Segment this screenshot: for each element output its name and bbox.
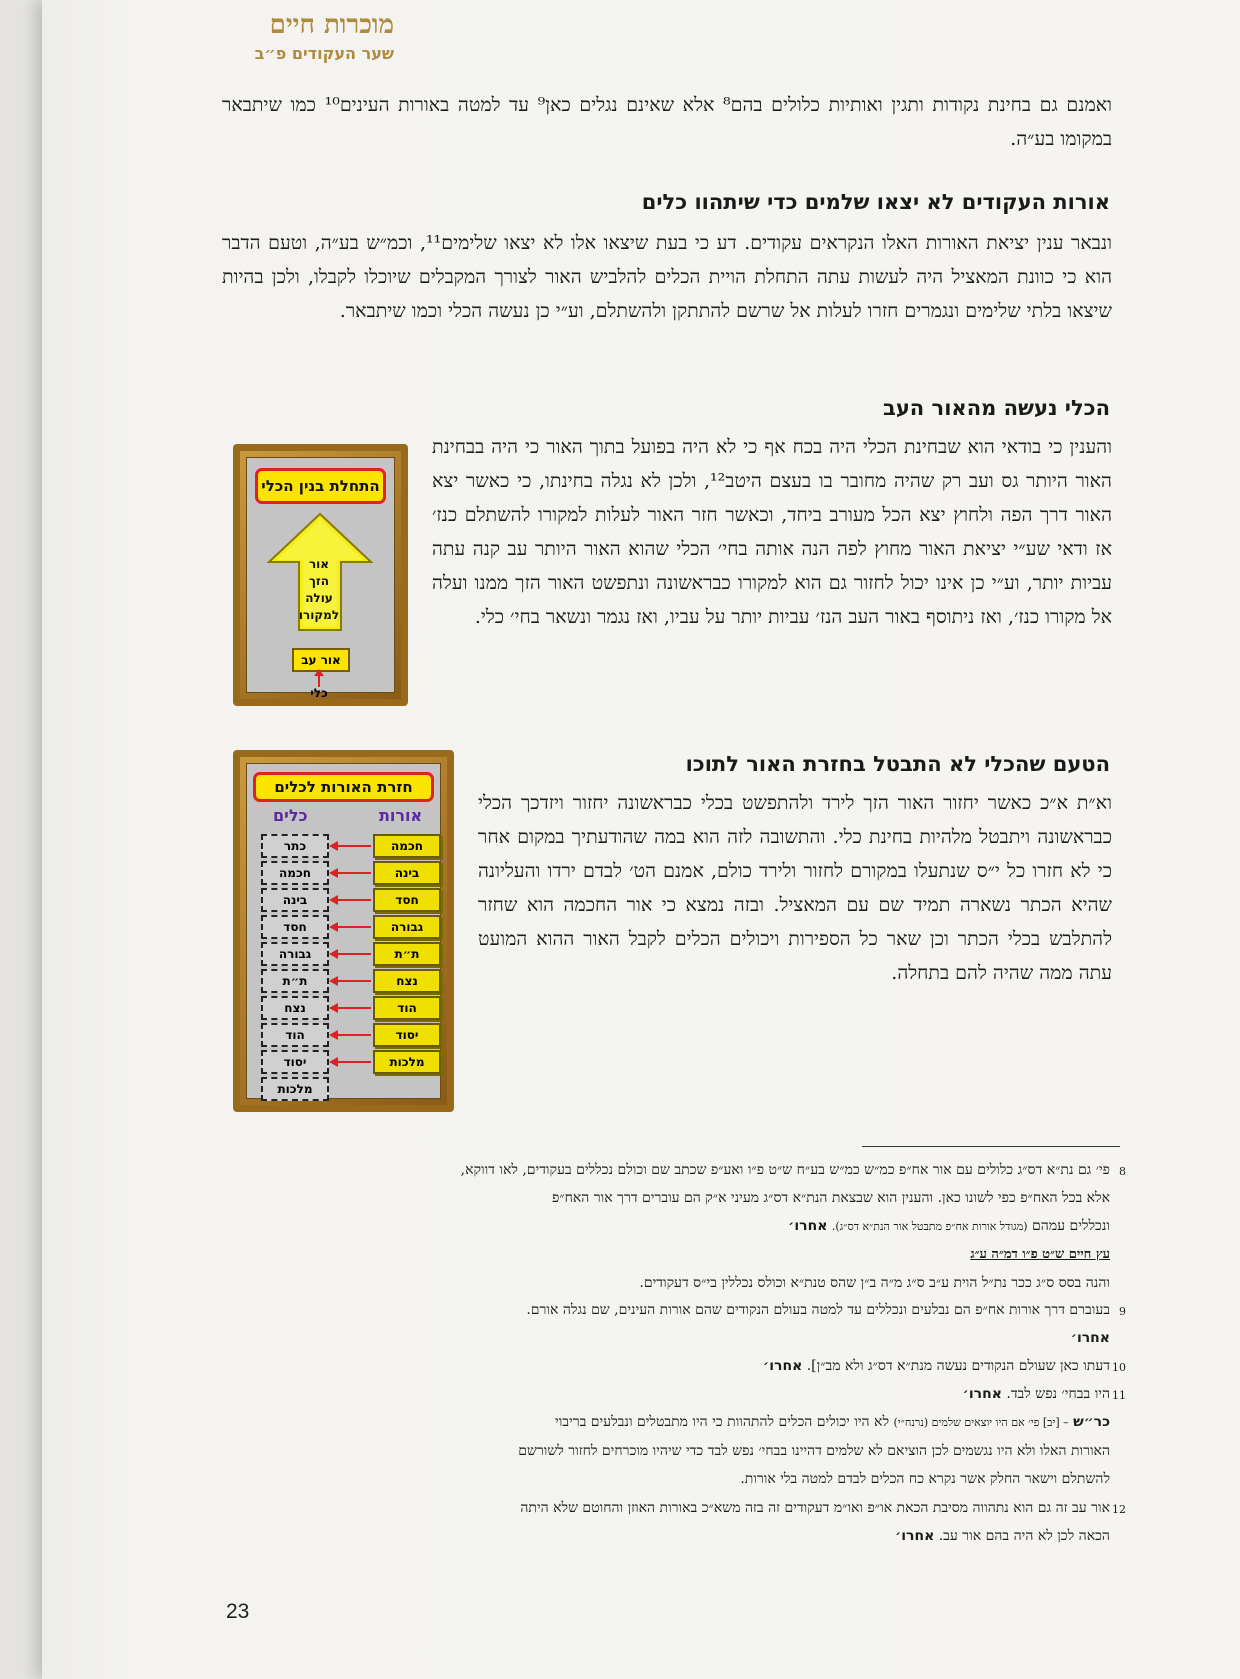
footnote-signature: אחרו׳ xyxy=(788,1218,828,1234)
diagram-panel xyxy=(246,763,441,1099)
footnote-small-note: (מגודל אורות אח״פ מתבטל אור הנת״א דס״ג). xyxy=(831,1220,1028,1233)
vessel-box: הוד xyxy=(261,1023,329,1047)
thick-light-box: אור עב xyxy=(292,648,350,672)
vessel-box: חסד xyxy=(261,915,329,939)
vessel-box: נצח xyxy=(261,996,329,1020)
vessel-box: חכמה xyxy=(261,861,329,885)
footnote-10 xyxy=(222,1352,1126,1380)
left-arrow-icon xyxy=(329,1030,371,1040)
left-arrow-icon xyxy=(329,976,371,986)
footnote-line xyxy=(222,1324,1110,1352)
section1-heading: אורות העקודים לא יצאו שלמים כדי שיתהוו כלים xyxy=(641,190,1110,214)
footnote-number: 10 xyxy=(1112,1361,1126,1374)
arrow-label-line: למקורו xyxy=(298,608,340,622)
diagram-title: חזרת האורות לכלים xyxy=(253,772,434,802)
footnote-number: 11 xyxy=(1112,1389,1126,1402)
footnote-line: פי׳ גם נת״א דס״ג כלולים עם אור אח״פ כמ״ש כמ״ש בע״ח ש״ט פ״ו ואע״פ שכתב שם וכולם נכללים בעקודים, לאו דווקא, xyxy=(460,1162,1110,1178)
footnote-signature: אחרו׳ xyxy=(962,1386,1002,1402)
vessel-label: כלי xyxy=(310,686,328,700)
arrow-label xyxy=(289,556,349,624)
footnote-line: בעוברם דרך אורות אח״פ הם נבלעים ונכללים עד למטה בעולם הנקודים שהם אורות העינים, שם נגלה אורם. xyxy=(526,1302,1110,1318)
vessel-box: ת״ת xyxy=(261,969,329,993)
footnote-line xyxy=(222,1408,1110,1437)
footnote-line xyxy=(222,1352,1110,1380)
light-box: בינה xyxy=(373,861,441,885)
book-title: מוכרות חיים xyxy=(269,10,394,40)
page-number: 23 xyxy=(226,1600,250,1623)
footnote-divider xyxy=(862,1146,1120,1147)
footnote-8 xyxy=(222,1156,1126,1297)
light-box: יסוד xyxy=(373,1023,441,1047)
section2-paragraph: והענין כי בודאי הוא שבחינת הכלי היה בכח אף כי לא היה בפועל בתוך האור כי היה בבחינת האור היותר גס ועב רק שהיה מחובר בו בעצם היטב¹², ולכן לא נגלה בחינתו, כי כאשר יצא האור דרך הפה ולחוץ יצא הכל מעורב ביחד, וכאשר חזר האור לעלות למקורו להשתלם כנז׳ אז ודאי שע״י יציאת האור מחוץ לפה הנה אותה בחי׳ הכלי שהוא האור היותר עב קנה עתה עביות יותר, וע״י כן אינו יכול לחזור גם הוא למקורו כבראשונה ונתפשט האור הזך ממנו ועלה אל מקורו כנז׳, ואז ניתוסף באור העב הנז׳ עביות יותר על עביו, ואז נגמר ונשאר בחי׳ כלי. xyxy=(432,436,1112,628)
footnote-signature: אחרו׳ xyxy=(895,1528,935,1544)
left-arrow-icon xyxy=(329,895,371,905)
vessel-box: יסוד xyxy=(261,1050,329,1074)
footnote-signature: אחרו׳ xyxy=(763,1358,803,1374)
column-header-vessels: כלים xyxy=(273,806,308,825)
left-arrow-icon xyxy=(329,1003,371,1013)
light-box: חסד xyxy=(373,888,441,912)
diagram-title: התחלת בנין הכלי xyxy=(255,468,386,504)
section2-heading: הכלי נעשה מהאור העב xyxy=(883,396,1110,420)
footnote-small-note: – [יב] פי׳ אם היו יוצאים שלמים (נרנח״י) xyxy=(893,1416,1069,1429)
footnote-line xyxy=(222,1522,1110,1550)
footnote-text: הכאה לכן לא היה בהם אור עב. xyxy=(938,1528,1110,1544)
vessel-box: בינה xyxy=(261,888,329,912)
footnote-9 xyxy=(222,1296,1126,1352)
arrow-label-line: אור xyxy=(308,557,330,571)
arrow-label-line: עולה xyxy=(305,591,333,605)
light-box: נצח xyxy=(373,969,441,993)
left-arrow-icon xyxy=(329,841,371,851)
footnote-line: אלא בכל האח״פ כפי לשונו כאן. והענין הוא שבצאת הנת״א דס״ג מעיני א״ק הם עוברים דרך אור האח״פ xyxy=(551,1190,1110,1206)
left-arrow-icon xyxy=(329,922,371,932)
book-page xyxy=(42,0,1240,1679)
vessel-box: כתר xyxy=(261,834,329,858)
light-box: ת״ת xyxy=(373,942,441,966)
footnote-11 xyxy=(222,1380,1126,1493)
footnote-signature: אחרו׳ xyxy=(1070,1330,1110,1346)
column-header-lights: אורות xyxy=(379,806,423,825)
vessel-box: גבורה xyxy=(261,942,329,966)
arrow-label-line: הזך xyxy=(309,574,329,588)
section1-paragraph: ונבאר ענין יציאת האורות האלו הנקראים עקודים. דע כי בעת שיצאו אלו לא יצאו שלימים¹¹, וכמ״ש בע״ה, וטעם הדבר הוא כי כוונת המאציל היה לעשות עתה התחלת הויית הכלים להלביש האור לצורך המקבלים שיוכלו לקבלו, ולכן בהיות שיצאו בלתי שלימים ונגמרים חזרו לעלות אל שרשם להתתקן ולהשתלם, וע״י כן נעשה הכלי וכמו שיתבאר. xyxy=(222,232,1112,322)
diagram-panel xyxy=(246,457,395,700)
light-box: גבורה xyxy=(373,915,441,939)
left-arrow-icon xyxy=(329,949,371,959)
small-up-arrow-icon xyxy=(314,669,324,687)
footnote-line: האורות האלו ולא היו נגשמים לכן הוציאם לא שלמים דהיינו בבחי׳ נפש לבד כדי שיהיו מוכרחים לחזור לשורשם xyxy=(518,1443,1110,1459)
footnote-12 xyxy=(222,1494,1126,1550)
left-arrow-icon xyxy=(329,1057,371,1067)
section-title: שער העקודים פ״ב xyxy=(254,44,394,63)
footnote-reference: עץ חיים ש״ט פ״ו דמ״ה ע״ג xyxy=(970,1247,1110,1262)
footnote-text: לא היו יכולים הכלים להתהוות כי היו מתבטלים ונבלעים בריבוי xyxy=(555,1414,890,1430)
footnote-line: להשתלם וישאר החלק אשר נקרא כח הכלים לבדם למטה בלי אורות. xyxy=(740,1471,1110,1487)
footnote-text: דעתו כאן שעולם הנקודים נעשה מנת״א דס״ג ולא מב״ן]. xyxy=(806,1358,1110,1374)
diagram-vessel-formation xyxy=(233,444,408,706)
light-box: הוד xyxy=(373,996,441,1020)
light-box: מלכות xyxy=(373,1050,441,1074)
left-arrow-icon xyxy=(329,868,371,878)
footnote-line: והנה בסס ס״ג ככר נת״ל הוית ע״ב ס״ג מ״ה ב״ן שהס טנת״א וכולס נכללין בי״ס דעקודים. xyxy=(639,1275,1110,1291)
section3-heading: הטעם שהכלי לא התבטל בחזרת האור לתוכו xyxy=(685,752,1110,776)
footnote-text: היו בבחי׳ נפש לבד. xyxy=(1006,1386,1110,1402)
footnote-line: אור עב זה גם הוא נתהווה מסיבת הכאת או״פ ואו״מ דעקודים זה בזה משא״כ באורות האוזן והחוטם שלא היתה xyxy=(520,1500,1110,1516)
footnote-number: 8 xyxy=(1119,1165,1126,1178)
footnote-number: 9 xyxy=(1119,1305,1126,1318)
intro-paragraph: ואמנם גם בחינת נקודות ותגין ואותיות כלולים בהם⁸ אלא שאינם נגלים כאן⁹ עד למטה באורות העינים¹⁰ כמו שיתבאר במקומו בע״ה. xyxy=(222,94,1112,150)
footnote-source: כר״ש xyxy=(1073,1414,1110,1430)
section3-paragraph: וא״ת א״כ כאשר יחזור האור הזך לירד ולהתפשט בכלי כבראשונה יחזור ויזדכך הכלי כבראשונה ויתבטל מלהיות בחינת כלי. והתשובה לזה הוא במה שהודעתיך במקום אחר כי לא חזרו כל י״ס שנתעלו במקורם לחזור ולירד כולם, אמנם הט׳ לבדם ירדו והעליונה שהיא הכתר נשארה תמיד שם עם המאציל. ובזה נמצא כי אור החכמה הוא שחזר להתלבש בכלי הכתר וכן שאר כל הספירות ויכולים הכלים לקבל האור ההוא המועט עתה ממה שהיה להם בתחלה. xyxy=(478,792,1112,984)
diagram-lights-return xyxy=(233,750,454,1112)
footnote-number: 12 xyxy=(1112,1503,1126,1516)
vessel-box: מלכות xyxy=(261,1077,329,1101)
footnote-line xyxy=(222,1212,1110,1241)
light-box: חכמה xyxy=(373,834,441,858)
footnote-line xyxy=(222,1380,1110,1408)
footnote-text: ונכללים עמהם xyxy=(1032,1218,1110,1234)
